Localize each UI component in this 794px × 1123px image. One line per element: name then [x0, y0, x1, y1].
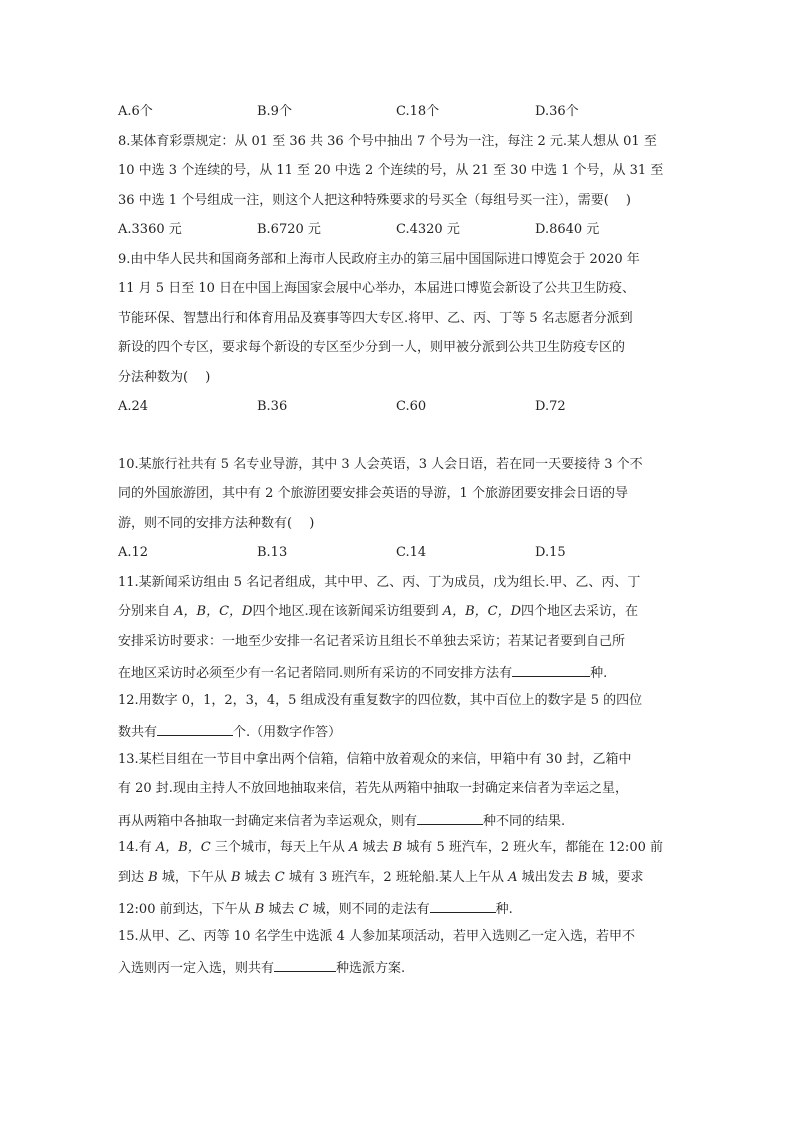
q13-answer-blank[interactable]: [417, 810, 483, 825]
q14-city-c: C: [274, 869, 285, 885]
q9-options: [118, 398, 678, 428]
q14-text: 12:00 前到达，下午从: [118, 902, 255, 917]
q14-city-b: B: [577, 869, 588, 885]
q11-line-3: 安排采访时要求：一地至少安排一名记者采访且组长不单独去采访；若某记者要到自己所: [118, 633, 626, 649]
q13-text: 种不同的结果.: [483, 813, 566, 829]
q7-options: [118, 103, 678, 133]
q11-line-4: [118, 662, 678, 692]
q12-line-1: 12.用数字 0，1，2，3，4，5 组成没有重复数字的四位数，其中百位上的数字是 5 的四位: [118, 692, 643, 708]
q11-text: 四个地区去采访，在: [521, 604, 639, 619]
q14-city-c: C: [298, 902, 309, 917]
q11-regions: A，B，C，D: [174, 604, 253, 619]
q10-option-b: B.13: [257, 545, 288, 560]
q14-text: 14.有: [118, 840, 156, 855]
q8-line-1: 8.某体育彩票规定：从 01 至 36 共 36 个号中抽出 7 个号为一注，每注 2 元.某人想从 01 至: [118, 133, 657, 149]
q9-line-2: 11 月 5 日至 10 日在中国上海国家会展中心举办，本届进口博览会新设了公共卫生防疫、: [118, 281, 636, 296]
q9-line-3: 节能环保、智慧出行和体育用品及赛事等四大专区.将甲、乙、丙、丁等 5 名志愿者分派到: [118, 310, 633, 326]
q11-line-1: 11.某新闻采访组由 5 名记者组成，其中甲、乙、丙、丁为成员，戊为组长.甲、乙、丙、丁: [118, 574, 641, 590]
q12-line-2: [118, 721, 678, 751]
q14-text: 三个城市，每天上午从: [210, 840, 349, 855]
q15-answer-blank[interactable]: [274, 957, 336, 972]
q7-option-d: D.36个: [535, 104, 579, 119]
q15-text: 种选派方案.: [336, 961, 406, 976]
q14-text: 城去: [240, 869, 275, 885]
q11-regions: A，B，C，D: [442, 604, 522, 619]
q14-text: 城出发去: [517, 869, 578, 885]
q9-option-a: A.24: [118, 399, 149, 414]
q9-option-b: B.36: [257, 399, 288, 414]
q14-line-3: [118, 898, 678, 928]
q12-text: 数共有: [118, 725, 158, 740]
q11-text: 种.: [590, 666, 608, 681]
q14-city-b: B: [230, 869, 241, 885]
q13-line-3: [118, 810, 678, 840]
q14-text: 城有 5 班汽车，2 班火车，都能在 12:00 前: [402, 840, 663, 855]
q13-line-1: 13.某栏目组在一节目中拿出两个信箱，信箱中放着观众的来信，甲箱中有 30 封，乙箱中: [118, 751, 632, 767]
q15-line-2: [118, 957, 678, 987]
q8-option-b: B.6720 元: [257, 222, 321, 237]
q13-text: 再从两箱中各抽取一封确定来信者为幸运观众，则有: [118, 813, 418, 829]
q14-answer-blank[interactable]: [430, 898, 496, 913]
q13-line-2: 有 20 封.现由主持人不放回地抽取来信，若先从两箱中抽取一封确定来信者为幸运之星，: [118, 781, 628, 796]
q9-line-1: 9.由中华人民共和国商务部和上海市人民政府主办的第三届中国国际进口博览会于 2020 年: [118, 251, 640, 267]
q11-line-2: [118, 603, 678, 633]
q10-option-d: D.15: [535, 545, 566, 560]
q11-text: 分别来自: [118, 604, 175, 619]
q14-cities: A，B，C: [155, 840, 211, 855]
q14-text: 城有 3 班汽车，2 班轮船.某人上午从: [284, 869, 509, 885]
q8-option-c: C.4320 元: [396, 222, 460, 237]
q14-text: 城，则不同的走法有: [308, 902, 430, 917]
q8-line-3: 36 中选 1 个号组成一注，则这个人把这种特殊要求的号买全（每组号买一注），需要( ): [118, 192, 631, 208]
q14-city-a: A: [348, 840, 359, 855]
q14-text: 城去: [358, 840, 393, 855]
q12-answer-blank[interactable]: [157, 721, 233, 736]
q7-option-a: A.6个: [118, 104, 153, 119]
q14-line-2: [118, 869, 678, 899]
q11-text: 四个地区.现在该新闻采访组要到: [252, 604, 443, 619]
q8-option-d: D.8640 元: [535, 222, 600, 237]
q15-text: 入选则丙一定入选，则共有: [118, 961, 275, 976]
q10-line-3: 游，则不同的安排方法种数有( ): [118, 515, 315, 531]
q14-text: 城去: [264, 902, 299, 917]
q10-options: [118, 544, 678, 574]
q7-option-b: B.9个: [257, 104, 292, 119]
q10-line-2: 同的外国旅游团，其中有 2 个旅游团要安排会英语的导游，1 个旅游团要安排会日语的导: [118, 486, 628, 501]
q14-text: 城，下午从: [157, 869, 231, 885]
q9-line-4: 新设的四个专区，要求每个新设的专区至少分到一人，则甲被分派到公共卫生防疫专区的: [118, 340, 626, 355]
spacer: [118, 428, 678, 456]
q12-text: 个.（用数字作答）: [233, 725, 342, 740]
q14-city-b: B: [254, 902, 265, 917]
q7-option-c: C.18个: [396, 104, 440, 119]
q10-option-a: A.12: [118, 545, 149, 560]
q14-city-b: B: [148, 869, 158, 885]
q8-line-2: 10 中选 3 个连续的号，从 11 至 20 中选 2 个连续的号，从 21 至 30 中选 1 个号，从 31 至: [118, 163, 664, 178]
q14-city-a: A: [508, 869, 518, 885]
q10-option-c: C.14: [396, 545, 427, 560]
q9-option-c: C.60: [396, 399, 427, 414]
q10-line-1: 10.某旅行社共有 5 名专业导游，其中 3 人会英语，3 人会日语，若在同一天要接待 3 个不: [118, 456, 643, 472]
q11-text: 在地区采访时必须至少有一名记者陪同.则所有采访的不同安排方法有: [118, 666, 513, 681]
q14-city-b: B: [392, 840, 403, 855]
q15-line-1: 15.从甲、乙、丙等 10 名学生中选派 4 人参加某项活动，若甲入选则乙一定入选，若甲不: [118, 928, 636, 944]
q8-options: [118, 221, 678, 251]
q14-line-1: [118, 839, 678, 869]
q11-answer-blank[interactable]: [512, 662, 590, 677]
q8-option-a: A.3360 元: [118, 222, 182, 237]
q14-text: 城，要求: [587, 869, 644, 885]
question-list: [118, 103, 678, 987]
q9-line-5: 分法种数为( ): [118, 369, 211, 385]
q9-option-d: D.72: [535, 399, 566, 414]
q14-text: 种.: [495, 902, 513, 917]
q14-text: 到达: [118, 869, 149, 885]
